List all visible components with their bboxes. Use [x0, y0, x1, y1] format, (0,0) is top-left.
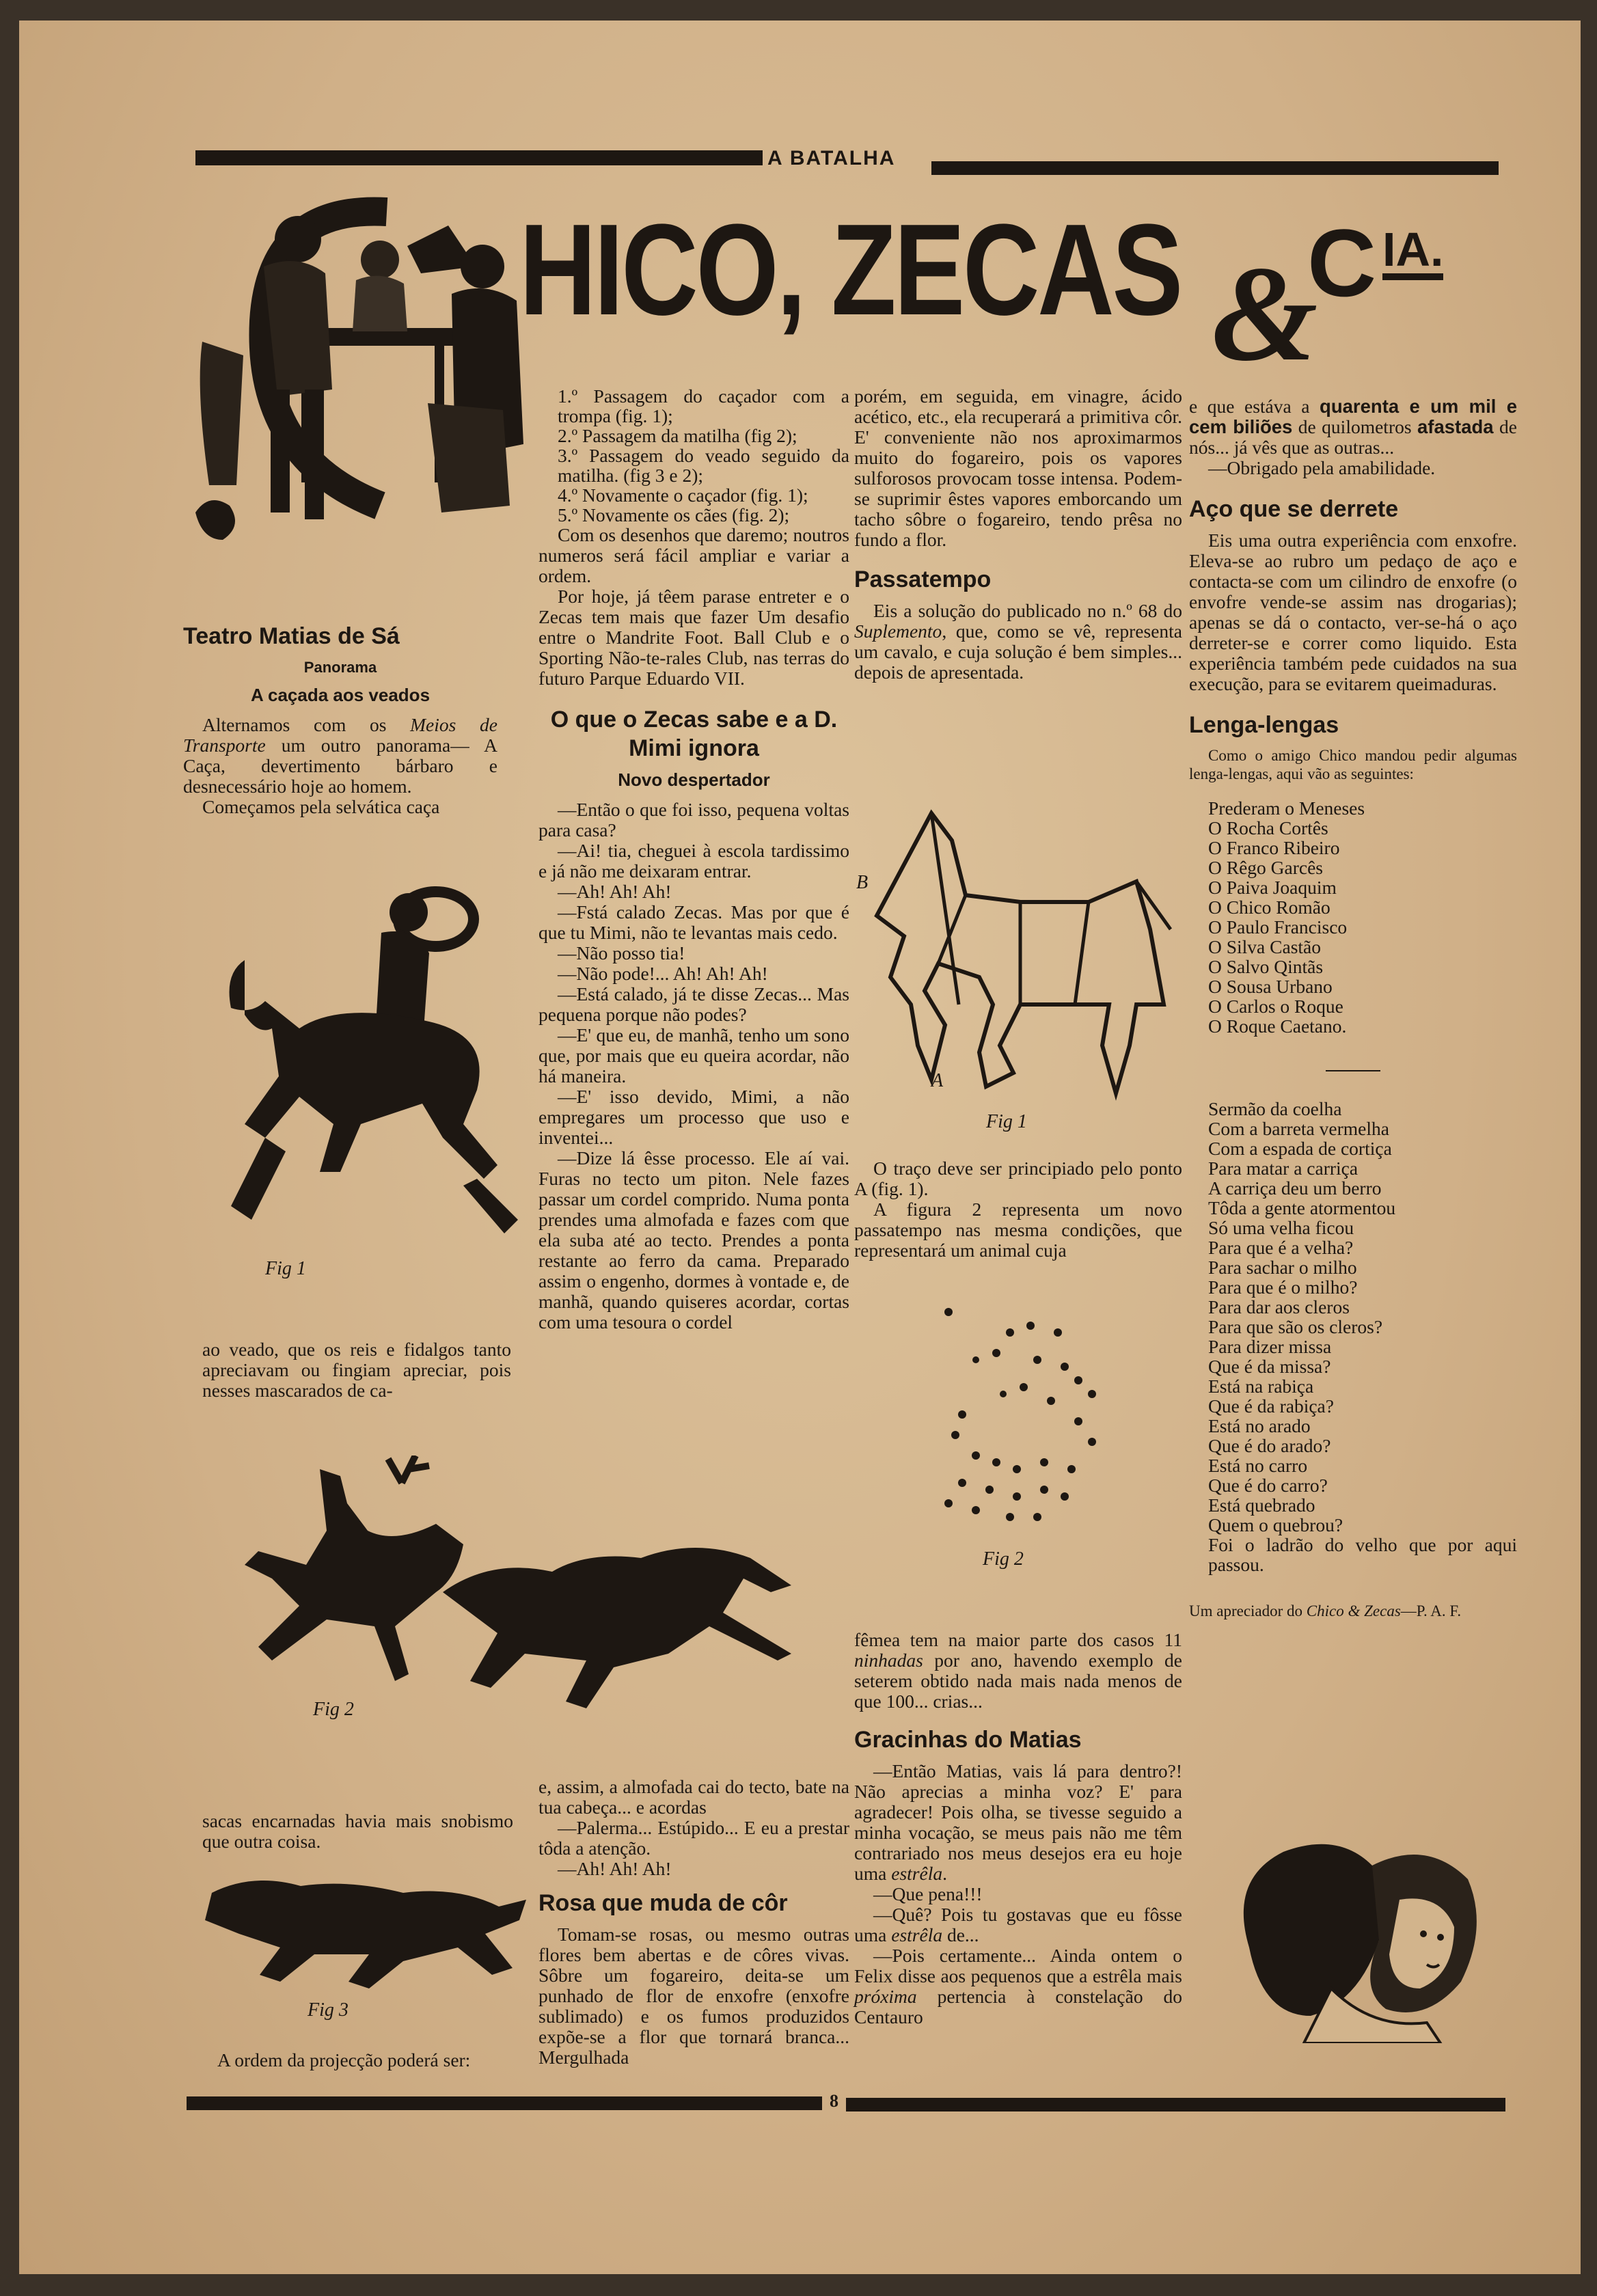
- masthead-rule-right: [931, 161, 1499, 175]
- list-item: Quem o quebrou?: [1208, 1514, 1343, 1535]
- paragraph: —Obrigado pela amabilidade.: [1208, 457, 1436, 478]
- list-item: O Paulo Francisco: [1208, 916, 1348, 938]
- list-item: Que é da missa?: [1208, 1356, 1331, 1377]
- list-item: Prederam o Meneses: [1208, 797, 1365, 819]
- label-a: A: [931, 1070, 944, 1091]
- paragraph: Eis a solução do publicado no n.º 68 do Suplemento, que, como se vê, representa um cavalo, e cuja solução é bem simples... depois de apresentada.: [854, 600, 1182, 683]
- newspaper-page: [19, 20, 1581, 2274]
- dialog-line: —Palerma... Estúpido... E eu a prestar tôda a atenção.: [538, 1817, 849, 1859]
- list-item: 2.º Passagem da matilha (fig 2);: [558, 425, 797, 446]
- dot-puzzle-figure: [935, 1305, 1140, 1578]
- paragraph: Tomam-se rosas, ou mesmo outras flores bem abertas e de côres vivas. Sôbre um fogareiro, deita-se um punhado de flor de enxofre (enxofre sublimado) e os fumos produzidos expõe-se a flor que tornará branca... Mergulhada: [538, 1924, 849, 2068]
- dialog-line: —Está calado, já te disse Zecas... Mas pequena porque não podes?: [538, 983, 849, 1025]
- list-item: Para que é o milho?: [1208, 1276, 1358, 1298]
- heading-zecas-mimi: O que o Zecas sabe e a D. Mimi ignora: [550, 707, 838, 761]
- column-3c: [854, 1630, 1182, 2027]
- list-item: Para sachar o milho: [1208, 1257, 1357, 1278]
- horse-puzzle-figure: [849, 800, 1184, 1148]
- dialog-line: —Então Matias, vais lá para dentro?! Não aprecias a minha voz? E' para agradecer! Pois olha, se tivesse seguido a minha vocação, se meus pais não me têm contrariado nos meus desejos era eu hoje uma estrêla.: [854, 1760, 1182, 1884]
- heading-lenga: Lenga-lengas: [1189, 712, 1339, 738]
- list-item: O Chico Romão: [1208, 897, 1330, 918]
- dialog-line: —Então o que foi isso, pequena voltas para casa?: [538, 799, 849, 840]
- lenga-list-1: [1189, 798, 1517, 1036]
- comic-title: [519, 197, 1182, 342]
- sub-cacada: A caçada aos veados: [250, 685, 431, 705]
- paragraph: fêmea tem na maior parte dos casos 11 ninhadas por ano, havendo exemplo de seterem obtido nada mais nada menos de que 100... crias...: [854, 1629, 1182, 1712]
- list-item: O Franco Ribeiro: [1208, 837, 1340, 858]
- list-item: Está no carro: [1208, 1455, 1308, 1476]
- dot-pattern: [944, 1308, 1096, 1521]
- masthead: A BATALHA: [767, 147, 896, 169]
- signature: Um apreciador do Chico & Zecas—P. A. F.: [1189, 1602, 1462, 1620]
- projection-order-list: [538, 386, 849, 525]
- list-item: Foi o ladrão do velho que por aqui passou.: [1208, 1534, 1517, 1575]
- list-item: Está no arado: [1208, 1415, 1311, 1436]
- paragraph: ao veado, que os reis e fidalgos tanto apreciavam ou fingiam apreciar, pois nesses mascarados de ca-: [202, 1339, 511, 1401]
- paragraph: Como o amigo Chico mandou pedir algumas lenga-lengas, aqui vão as seguintes:: [1189, 747, 1517, 782]
- dialog-line: —Ai! tia, cheguei à escola tardissimo e já não me deixaram entrar.: [538, 840, 849, 882]
- list-item: Que é do carro?: [1208, 1475, 1328, 1496]
- column-3b: [854, 1158, 1182, 1261]
- dialog-line: —Não posso tia!: [558, 942, 685, 964]
- paragraph: sacas encarnadas havia mais snobismo que outra coisa.: [202, 1810, 513, 1852]
- hunter-on-horse-figure: [204, 878, 525, 1281]
- paragraph: Alternamos com os Meios de Transporte um outro panorama— A Caça, devertimento bárbaro e desnecessário hoje ao homem.: [183, 714, 497, 797]
- list-item: Só uma velha ficou: [1208, 1217, 1354, 1238]
- sub-despertador: Novo despertador: [618, 769, 770, 790]
- dialog-line: —Ah! Ah! Ah!: [558, 1858, 672, 1879]
- caption-fig2: Fig 2: [313, 1699, 354, 1720]
- column-1: [183, 622, 497, 817]
- dialog-line: e, assim, a almofada cai do tecto, bate na tua cabeça... e acordas: [538, 1776, 849, 1818]
- list-item: O Rocha Cortês: [1208, 817, 1328, 838]
- paragraph: O traço deve ser principiado pelo ponto A (fig. 1).: [854, 1158, 1182, 1199]
- list-item: Está na rabiça: [1208, 1376, 1314, 1397]
- column-1b: [202, 1339, 511, 1401]
- hounds-pack-figure: [198, 1872, 533, 2023]
- dialog-line: —E' que eu, de manhã, tenho um sono que, por mais que eu queira acordar, não há maneira.: [538, 1024, 849, 1086]
- list-item: O Salvo Qintãs: [1208, 956, 1324, 977]
- dialog-line: —Não pode!... Ah! Ah! Ah!: [558, 963, 768, 984]
- list-item: Para que é a velha?: [1208, 1237, 1354, 1258]
- sub-panorama: Panorama: [303, 659, 377, 676]
- footer-rule-right: [846, 2098, 1505, 2112]
- caption-dots-fig2: Fig 2: [983, 1548, 1024, 1570]
- dialog-line: —Quê? Pois tu gostavas que eu fôsse uma estrêla de...: [854, 1904, 1182, 1945]
- dialog-line: —Ah! Ah! Ah!: [558, 881, 672, 902]
- column-3: [854, 386, 1182, 683]
- paragraph: porém, em seguida, em vinagre, ácido acético, etc., ela recuperará a primitiva côr. E' conveniente não nos aproximarmos muito do fogareiro, pois os vapores sulforosos provocam tosse intensa. Podem-se suprimir êstes vapores emborcando um tacho sôbre o fogareiro, tendo prêsa no fundo a flor.: [854, 385, 1182, 550]
- list-item: 5.º Novamente os cães (fig. 2);: [558, 504, 790, 525]
- list-item: 4.º Novamente o caçador (fig. 1);: [558, 484, 808, 506]
- caption-horse-fig1: Fig 1: [986, 1111, 1027, 1132]
- caption-fig3: Fig 3: [308, 1999, 349, 2021]
- list-item: Para que são os cleros?: [1208, 1316, 1383, 1337]
- paragraph: Eis uma outra experiência com enxofre. Eleva-se ao rubro um pedaço de aço e contacta-se com um cilindro de enxofre (o envofre vende-se assim nas drogarias); apenas se dá o contacto, ver-se-há o aço derreter-se e correr como liquido. Esta experiência também pede cuidados na sua execução, para se evitarem queimaduras.: [1189, 530, 1517, 694]
- heading-rosa: Rosa que muda de côr: [538, 1890, 788, 1916]
- paragraph: Por hoje, já têem parase entreter e o Zecas tem mais que fazer Um desafio entre o Mandrite Foot. Ball Club e o Sporting Não-te-rales Club, nas terras do futuro Parque Eduardo VII.: [538, 586, 849, 689]
- dialog-line: —Fstá calado Zecas. Mas por que é que tu Mimi, não te levantas mais cedo.: [538, 901, 849, 943]
- column-2: [538, 386, 849, 1332]
- paragraph: Começamos pela selvática caça: [202, 796, 440, 817]
- list-item: Que é da rabiça?: [1208, 1395, 1334, 1417]
- column-1d: [217, 2050, 511, 2070]
- list-item: O Paiva Joaquim: [1208, 877, 1337, 898]
- list-item: O Carlos o Roque: [1208, 996, 1343, 1017]
- caption-fig1: Fig 1: [265, 1258, 306, 1279]
- masthead-rule-left: [195, 150, 763, 165]
- label-b: B: [856, 872, 869, 893]
- title-co: C: [1307, 209, 1377, 316]
- page-number: 8: [830, 2091, 838, 2111]
- list-item: 3.º Passagem do veado seguido da matilha. (fig 3 e 2);: [558, 445, 849, 486]
- paragraph: Com os desenhos que daremo; noutros numeros será fácil ampliar e variar a ordem.: [538, 524, 849, 586]
- title-co-superscript: IA.: [1382, 226, 1443, 280]
- list-item: Para matar a carriça: [1208, 1158, 1359, 1179]
- dialog-line: —Pois certamente... Ainda ontem o Felix disse aos pequenos que a estrêla mais próxima pertencia à constelação do Centauro: [854, 1945, 1182, 2027]
- dialog-line: —Que pena!!!: [873, 1883, 983, 1904]
- lenga-list-2: [1189, 1099, 1517, 1574]
- dialog-line: —E' isso devido, Mimi, a não empregares um processo que uso e inventei...: [538, 1086, 849, 1148]
- heading-aco: Aço que se derrete: [1189, 496, 1399, 522]
- footer-rule-left: [187, 2096, 822, 2110]
- dialog-line: —Dize lá êsse processo. Ele aí vai. Furas no tecto um piton. Nele fazes passar um cordel comprido. Numa ponta prendes uma almofada e fazes com que ela suba até ao tecto. Prendes a ponta restante ao ferro da cama. Preparado assim o engenho, dormes à vontade e, de manhã, quando quiseres acordar, cortas com uma tesoura o cordel: [538, 1147, 849, 1332]
- paragraph: A figura 2 representa um novo passatempo nas mesma condições, que representará um animal cuja: [854, 1199, 1182, 1261]
- list-item: Com a barreta vermelha: [1208, 1118, 1389, 1139]
- list-item: 1.º Passagem do caçador com a trompa (fig. 1);: [558, 385, 849, 426]
- column-2b: [538, 1777, 849, 2068]
- children-kissing-illustration: [1222, 1824, 1495, 2043]
- column-4: [1189, 396, 1517, 1620]
- title-text: HICO, ZECAS: [519, 197, 1182, 342]
- heading-gracinhas: Gracinhas do Matias: [854, 1727, 1082, 1753]
- paragraph: A ordem da projecção poderá ser:: [217, 2049, 471, 2070]
- heading-passatempo: Passatempo: [854, 566, 992, 592]
- paragraph: e que estáva a quarenta e um mil e cem biliões de quilometros afastada de nós... já vês que as outras...: [1189, 396, 1517, 458]
- list-item: A carriça deu um berro: [1208, 1177, 1382, 1199]
- list-item: Tôda a gente atormentou: [1208, 1197, 1396, 1218]
- list-item: Para dar aos cleros: [1208, 1296, 1350, 1317]
- family-table-illustration: [182, 184, 537, 567]
- column-1c: [202, 1811, 513, 1852]
- list-item: O Roque Caetano.: [1208, 1015, 1347, 1037]
- deer-and-hounds-figure: [231, 1456, 832, 1742]
- list-item: Para dizer missa: [1208, 1336, 1332, 1357]
- list-item: Com a espada de cortiça: [1208, 1138, 1392, 1159]
- list-item: Está quebrado: [1208, 1494, 1315, 1516]
- list-item: O Silva Castão: [1208, 936, 1321, 957]
- title-ampersand: &: [1212, 238, 1318, 390]
- list-item: O Rêgo Garcês: [1208, 857, 1323, 878]
- list-item: Sermão da coelha: [1208, 1098, 1342, 1119]
- list-item: Que é do arado?: [1208, 1435, 1331, 1456]
- heading-teatro: Teatro Matias de Sá: [183, 623, 400, 649]
- list-item: O Sousa Urbano: [1208, 976, 1333, 997]
- divider: [1326, 1070, 1380, 1071]
